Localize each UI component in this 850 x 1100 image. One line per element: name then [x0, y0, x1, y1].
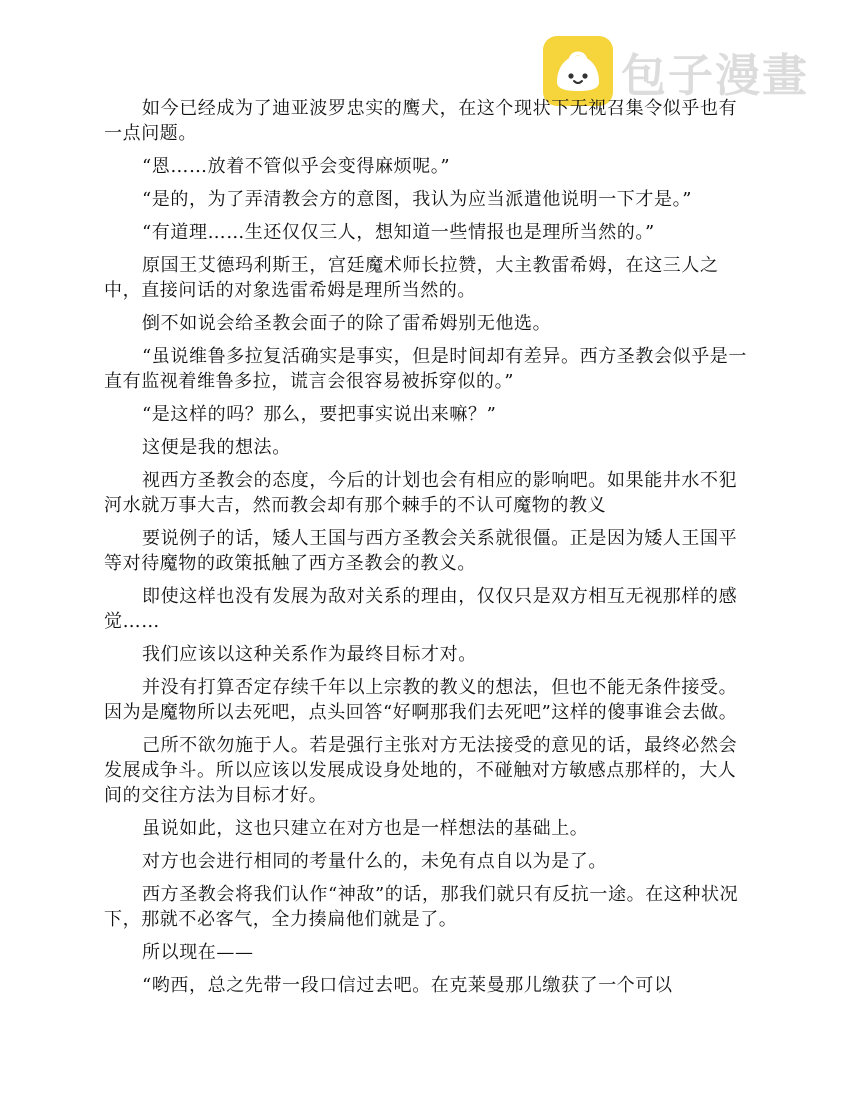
paragraph: “恩……放着不管似乎会变得麻烦呢。”	[142, 156, 451, 177]
paragraph: “是这样的吗？那么，要把事实说出来嘛？”	[142, 404, 497, 425]
paragraph: “虽说维鲁多拉复活确实是事实，但是时间却有差异。西方圣教会似乎是一直有监视着维鲁多拉，谎言会很容易被拆穿似的。”	[104, 346, 747, 392]
paragraph: 对方也会进行相同的考量什么的，未免有点自以为是了。	[142, 851, 607, 872]
paragraph: 视西方圣教会的态度，今后的计划也会有相应的影响吧。如果能井水不犯河水就万事大吉，然而教会却有那个棘手的不认可魔物的教义	[104, 470, 738, 516]
paragraph: 原国王艾德玛利斯王，宫廷魔术师长拉赞，大主教雷希姆，在这三人之中，直接问话的对象选雷希姆是理所当然的。	[104, 255, 719, 301]
paragraph: 所以现在——	[142, 942, 254, 963]
paragraph: 西方圣教会将我们认作“神敌”的话，那我们就只有反抗一途。在这种状况下，那就不必客气，全力揍扁他们就是了。	[104, 884, 739, 930]
paragraph: 这便是我的想法。	[142, 437, 291, 458]
paragraph: 要说例子的话，矮人王国与西方圣教会关系就很僵。正是因为矮人王国平等对待魔物的政策抵触了西方圣教会的教义。	[104, 528, 738, 574]
paragraph: 倒不如说会给圣教会面子的除了雷希姆别无他选。	[142, 313, 552, 334]
paragraph: “哟西，总之先带一段口信过去吧。在克莱曼那儿缴获了一个可以	[142, 975, 673, 996]
paragraph: “有道理……生还仅仅三人，想知道一些情报也是理所当然的。”	[142, 222, 655, 243]
paragraph: 并没有打算否定存续千年以上宗教的教义的想法，但也不能无条件接受。因为是魔物所以去死吧，点头回答“好啊那我们去死吧”这样的傻事谁会去做。	[104, 677, 738, 723]
paragraph: 我们应该以这种关系作为最终目标才对。	[142, 644, 477, 665]
watermark-text: 包子漫畫	[621, 48, 810, 102]
paragraph: 如今已经成为了迪亚波罗忠实的鹰犬，在这个现状下无视召集令似乎也有一点问题。	[104, 98, 738, 144]
paragraph: “是的，为了弄清教会方的意图，我认为应当派遣他说明一下才是。”	[142, 189, 693, 210]
paragraph: 即使这样也没有发展为敌对关系的理由，仅仅只是双方相互无视那样的感觉……	[104, 586, 738, 632]
paragraph: 己所不欲勿施于人。若是强行主张对方无法接受的意见的话，最终必然会发展成争斗。所以应该以发展成设身处地的，不碰触对方敏感点那样的，大人间的交往方法为目标才好。	[104, 735, 738, 806]
page-body	[104, 96, 750, 1006]
paragraph: 虽说如此，这也只建立在对方也是一样想法的基础上。	[142, 818, 589, 839]
